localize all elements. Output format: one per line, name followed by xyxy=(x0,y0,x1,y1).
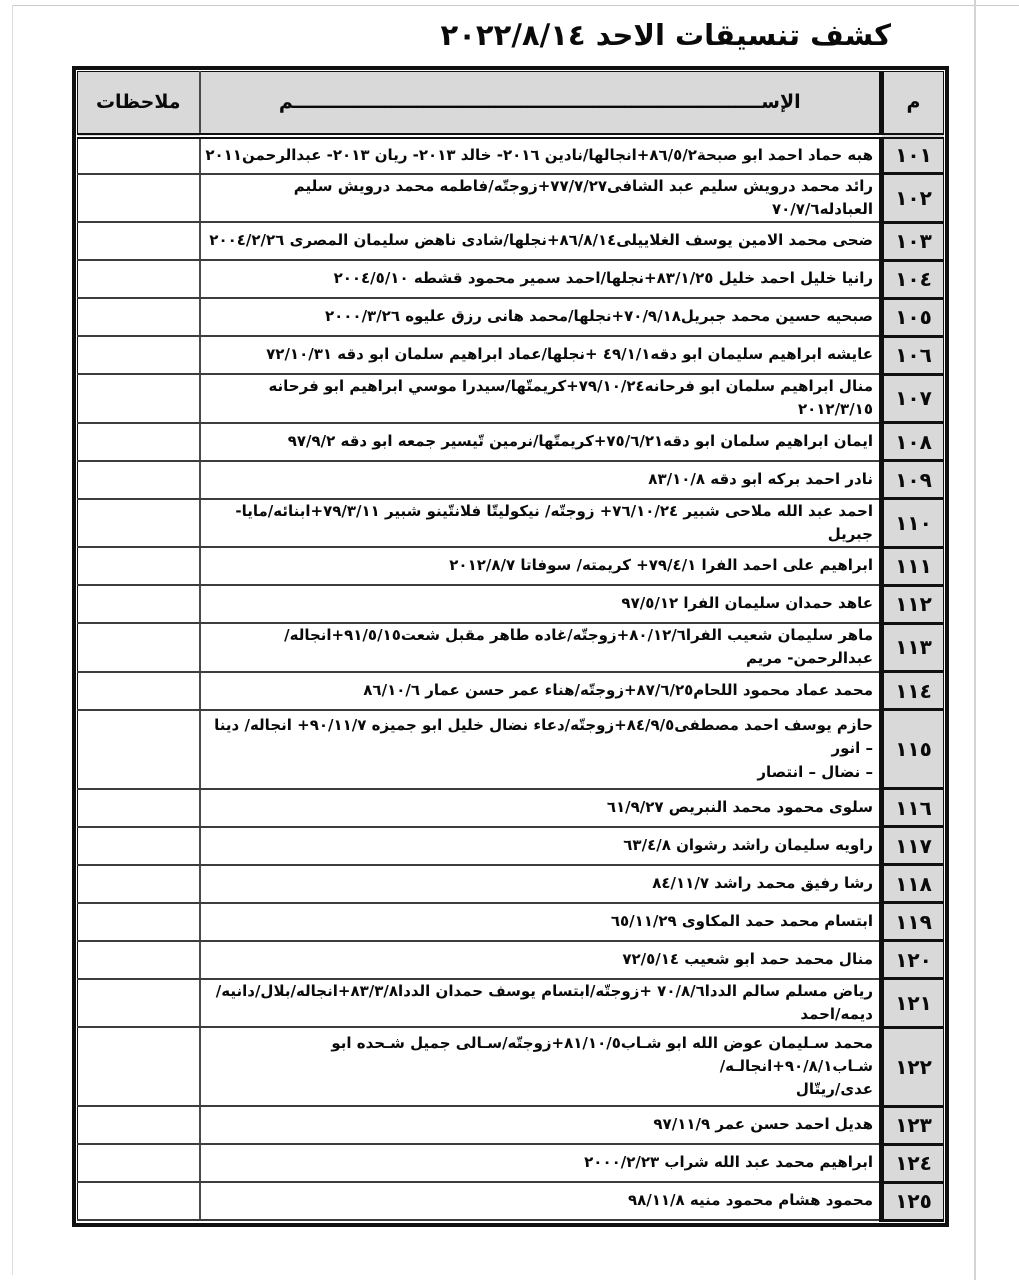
row-number: ١٠٨ xyxy=(882,423,944,461)
person-name: محمد عماد محمود اللحام٨٧/٦/٢٥+زوجتّه/هناء عمر حسن عمار ٨٦/١٠/٦ xyxy=(200,672,882,710)
notes-cell xyxy=(78,374,200,423)
notes-cell xyxy=(78,336,200,374)
row-number: ١٢٢ xyxy=(882,1027,944,1106)
row-number: ١٠٤ xyxy=(882,260,944,298)
row-number: ١٢٣ xyxy=(882,1106,944,1144)
page-title: كشف تنسيقات الاحد ٢٠٢٢/٨/١٤ xyxy=(440,18,891,52)
person-name: منال ابراهيم سلمان ابو فرحانه٧٩/١٠/٢٤+كريمتّها/سيدرا موسي ابراهيم ابو فرحانه ٢٠١٢/٣/١٥ xyxy=(200,374,882,423)
table-row xyxy=(78,672,944,710)
notes-cell xyxy=(78,298,200,336)
person-name xyxy=(200,710,882,789)
person-name: رانيا خليل احمد خليل ٨٣/١/٢٥+نجلها/احمد سمير محمود قشطه ٢٠٠٤/٥/١٠ xyxy=(200,260,882,298)
row-number: ١١٥ xyxy=(882,710,944,789)
table-row xyxy=(78,623,944,672)
person-name: عاهد حمدان سليمان الفرا ٩٧/٥/١٢ xyxy=(200,585,882,623)
row-number: ١١٠ xyxy=(882,499,944,548)
row-number: ١٠٥ xyxy=(882,298,944,336)
table-row xyxy=(78,710,944,789)
person-name-line1: حازم يوسف احمد مصطفى٨٤/٩/٥+زوجتّه/دعاء نضال خليل ابو جميزه ٩٠/١١/٧+ انجاله/ دينا – انور xyxy=(214,716,873,758)
notes-cell xyxy=(78,547,200,585)
person-name: ضحى محمد الامين يوسف الغلاييلى٨٦/٨/١٤+نجلها/شادى ناهض سليمان المصرى ٢٠٠٤/٢/٢٦ xyxy=(200,222,882,260)
person-name: رياض مسلم سالم الددا٧٠/٨/٦ +زوجتّه/ابتسام يوسف حمدان الددا٨٣/٣/٨+انجاله/بلال/دانيه/ديمه/احمد xyxy=(200,979,882,1028)
table-row xyxy=(78,461,944,499)
row-number: ١٠٣ xyxy=(882,222,944,260)
notes-cell xyxy=(78,710,200,789)
row-number: ١١٣ xyxy=(882,623,944,672)
row-number: ١٠٧ xyxy=(882,374,944,423)
column-header-name: الإســــــــــــــــــــــــــــــــــــــــــــــــــــــــــــــــــــــــم xyxy=(200,72,882,136)
person-name: صبحيه حسين محمد جبريل٧٠/٩/١٨+نجلها/محمد هانى رزق عليوه ٢٠٠٠/٣/٢٦ xyxy=(200,298,882,336)
person-name: منال محمد حمد ابو شعيب ٧٢/٥/١٤ xyxy=(200,941,882,979)
table-row xyxy=(78,827,944,865)
person-name: ابتسام محمد حمد المكاوى ٦٥/١١/٢٩ xyxy=(200,903,882,941)
notes-cell xyxy=(78,672,200,710)
table-row xyxy=(78,298,944,336)
row-number: ١١٧ xyxy=(882,827,944,865)
table-row xyxy=(78,374,944,423)
table-row xyxy=(78,547,944,585)
table-row xyxy=(78,174,944,223)
scan-edge-left xyxy=(12,5,13,1275)
notes-cell xyxy=(78,1144,200,1182)
column-header-serial: م xyxy=(882,72,944,136)
person-name-line2: عدى/ريتّال xyxy=(795,1080,873,1099)
table-row xyxy=(78,260,944,298)
row-number: ١٢١ xyxy=(882,979,944,1028)
table-row xyxy=(78,585,944,623)
notes-cell xyxy=(78,827,200,865)
row-number: ١١٨ xyxy=(882,865,944,903)
notes-cell xyxy=(78,260,200,298)
person-name: ابراهيم محمد عبد الله شراب ٢٠٠٠/٢/٢٣ xyxy=(200,1144,882,1182)
notes-cell xyxy=(78,423,200,461)
notes-cell xyxy=(78,623,200,672)
table-row xyxy=(78,1144,944,1182)
table-row xyxy=(78,1106,944,1144)
row-number: ١١٢ xyxy=(882,585,944,623)
person-name: هبه حماد احمد ابو صبحة٨٦/٥/٢+انجالها/نادين ٢٠١٦- خالد ٢٠١٣- ريان ٢٠١٣- عبدالرحمن٢٠١١ xyxy=(200,136,882,174)
person-name-line2: – نضال – انتصار xyxy=(757,762,873,781)
coordination-list-table xyxy=(77,71,944,1222)
column-header-notes: ملاحظات xyxy=(78,72,200,136)
person-name: ايمان ابراهيم سلمان ابو دقه٧٥/٦/٢١+كريمتّها/نرمين تّيسير جمعه ابو دقه ٩٧/٩/٢ xyxy=(200,423,882,461)
notes-cell xyxy=(78,1182,200,1220)
person-name: محمود هشام محمود منيه ٩٨/١١/٨ xyxy=(200,1182,882,1220)
notes-cell xyxy=(78,222,200,260)
notes-cell xyxy=(78,941,200,979)
person-name: احمد عبد الله ملاحى شبير ٧٦/١٠/٢٤+ زوجتّه/ نيكوليتّا فلانتّينو شبير ٧٩/٣/١١+ابنائه/مايا- جبريل xyxy=(200,499,882,548)
table-row xyxy=(78,941,944,979)
row-number: ١٠١ xyxy=(882,136,944,174)
person-name: عايشه ابراهيم سليمان ابو دقه٤٩/١/١ +نجلها/عماد ابراهيم سلمان ابو دقه ٧٢/١٠/٣١ xyxy=(200,336,882,374)
person-name: هديل احمد حسن عمر ٩٧/١١/٩ xyxy=(200,1106,882,1144)
row-number: ١٢٥ xyxy=(882,1182,944,1220)
person-name: ماهر سليمان شعيب الفرا٨٠/١٢/٦+زوجتّه/غاده طاهر مقبل شعت٩١/٥/١٥+انجاله/عبدالرحمن- مريم xyxy=(200,623,882,672)
table-row xyxy=(78,423,944,461)
notes-cell xyxy=(78,174,200,223)
row-number: ١١٤ xyxy=(882,672,944,710)
row-number: ١٢٠ xyxy=(882,941,944,979)
scan-edge-top xyxy=(12,5,1019,6)
table-row xyxy=(78,336,944,374)
table-row xyxy=(78,1027,944,1106)
table-row xyxy=(78,865,944,903)
person-name: رشا رفيق محمد راشد ٨٤/١١/٧ xyxy=(200,865,882,903)
row-number: ١١٦ xyxy=(882,789,944,827)
table-row xyxy=(78,789,944,827)
table-row xyxy=(78,499,944,548)
person-name: سلوى محمود محمد النبريص ٦١/٩/٢٧ xyxy=(200,789,882,827)
notes-cell xyxy=(78,461,200,499)
header-row xyxy=(78,72,944,136)
notes-cell xyxy=(78,1027,200,1106)
notes-cell xyxy=(78,1106,200,1144)
row-number: ١١١ xyxy=(882,547,944,585)
scan-edge-right xyxy=(974,0,976,1280)
notes-cell xyxy=(78,499,200,548)
table-row xyxy=(78,136,944,174)
person-name-line1: محمد سـليمان عوض الله ابو شـاب٨١/١٠/٥+زوجتّه/سـالى جميل شـحده ابو شـاب٩٠/٨/١+انجالـه/ xyxy=(331,1033,873,1075)
table-row xyxy=(78,1182,944,1220)
row-number: ١١٩ xyxy=(882,903,944,941)
person-name: ابراهيم على احمد الفرا ٧٩/٤/١+ كريمته/ سوفاتا ٢٠١٢/٨/٧ xyxy=(200,547,882,585)
notes-cell xyxy=(78,979,200,1028)
document-table xyxy=(72,66,949,1227)
table-row xyxy=(78,222,944,260)
notes-cell xyxy=(78,903,200,941)
row-number: ١٠٦ xyxy=(882,336,944,374)
notes-cell xyxy=(78,136,200,174)
row-number: ١٠٩ xyxy=(882,461,944,499)
notes-cell xyxy=(78,789,200,827)
person-name: نادر احمد بركه ابو دقه ٨٣/١٠/٨ xyxy=(200,461,882,499)
notes-cell xyxy=(78,865,200,903)
person-name: رائد محمد درويش سليم عبد الشافى٧٧/٧/٢٧+زوجتّه/فاطمه محمد درويش سليم العبادله٧٠/٧/٦ xyxy=(200,174,882,223)
table-row xyxy=(78,903,944,941)
row-number: ١٠٢ xyxy=(882,174,944,223)
person-name xyxy=(200,1027,882,1106)
table-row xyxy=(78,979,944,1028)
row-number: ١٢٤ xyxy=(882,1144,944,1182)
notes-cell xyxy=(78,585,200,623)
person-name: راويه سليمان راشد رشوان ٦٣/٤/٨ xyxy=(200,827,882,865)
